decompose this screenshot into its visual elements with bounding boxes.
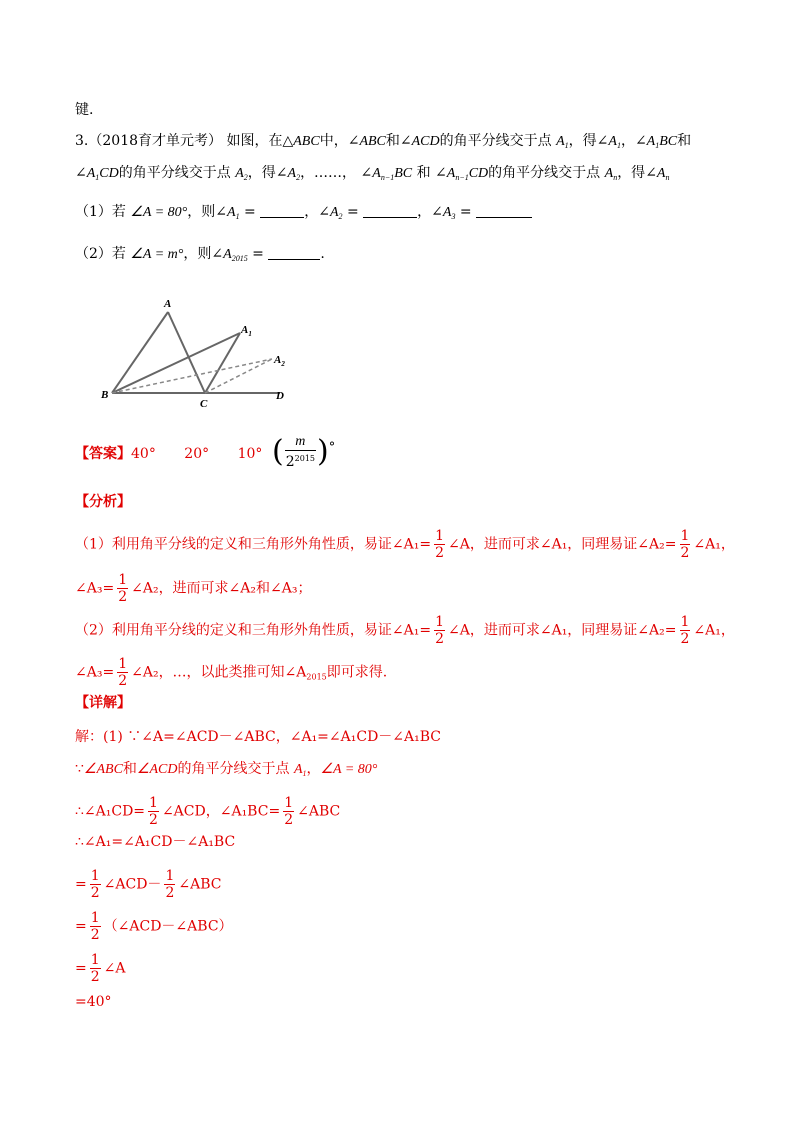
text: 的角平分线交于点 — [118, 165, 231, 181]
detail-line-3 — [75, 795, 340, 828]
text: ， — [306, 761, 321, 777]
problem-source: （2018育才单元考） — [88, 133, 223, 149]
text: ∴∠A₁CD= — [75, 803, 146, 820]
analysis-line-1 — [75, 528, 735, 561]
frac-num: 1 — [680, 614, 690, 630]
blank-3[interactable] — [476, 203, 532, 218]
detail-line-8: =40° — [75, 994, 112, 1010]
frac-den: 2 — [90, 927, 100, 943]
frac-num: 1 — [435, 528, 445, 544]
question-2: （2）若 ∠A = m°，则$\angle A_{2015}$ = . — [75, 246, 325, 263]
frac-den: 2 — [149, 812, 158, 828]
angle-acd: ∠ACD — [399, 133, 440, 149]
detail-line-6 — [75, 910, 233, 943]
condition: ∠A = 80° — [130, 205, 188, 220]
text: = — [75, 960, 87, 977]
text: ，得 — [617, 165, 646, 181]
blank-2[interactable] — [363, 203, 417, 218]
frac-num: 1 — [284, 795, 294, 811]
triangle-abc: △ABC — [282, 133, 320, 149]
text: . — [320, 246, 325, 262]
label-a1: $A_1$ — [241, 324, 252, 338]
analysis-line-2 — [75, 572, 311, 605]
text: 和 — [385, 133, 400, 149]
text: ，……， — [300, 165, 357, 181]
text: （1）若 — [75, 204, 126, 220]
frac-num: 1 — [680, 528, 690, 544]
analysis-label: 【分析】 — [75, 494, 131, 510]
angle-abc: ∠ABC — [347, 133, 386, 149]
detail-line-1: 解：(1) ∵∠A=∠ACD－∠ABC，∠A₁=∠A₁CD－∠A₁BC — [75, 729, 442, 745]
text: ，则 — [183, 246, 212, 262]
text: 和 — [416, 165, 431, 181]
segment-ba1 — [112, 333, 240, 393]
text: ∠A，进而可求∠A₁，同理易证∠A₂= — [448, 622, 677, 639]
label-c: C — [200, 398, 208, 410]
answer-4: ( $\frac{m}{2^{2015}}$ ) ° — [272, 434, 336, 470]
frac-den: 2 — [118, 589, 128, 605]
problem-line-1: 3.（2018育才单元考） 如图，在△ABC中，∠ABC和∠ACD的角平分线交于点 $A_1$，得$\angle A_1$，$\angle A_1BC$和 — [75, 133, 692, 150]
label-a: A — [164, 298, 172, 310]
text: ∠A₃= — [75, 664, 115, 681]
text: 即可求得. — [326, 664, 388, 681]
analysis-line-3 — [75, 614, 735, 647]
text: （2）若 — [75, 246, 126, 262]
text: （∠ACD－∠ABC） — [103, 918, 233, 935]
text: 和 — [122, 761, 137, 777]
geometry-figure — [95, 295, 295, 410]
question-1: （1）若 ∠A = 80°，则$\angle A_1$ = ，$\angle A_2$ = ，$\angle A_3$ = — [75, 202, 532, 227]
text: ∠ACD，∠A₁BC= — [161, 803, 281, 820]
answer-3: 10° — [237, 446, 263, 462]
detail-line-2: ∵∠ABC和∠ACD的角平分线交于点 $A_1$，∠A = 80° — [75, 761, 378, 778]
text: 中， — [319, 133, 348, 149]
point-a1: $A_1$ — [556, 134, 569, 150]
text: ∠ACD－ — [103, 876, 162, 893]
answer-2: 20° — [184, 446, 210, 462]
text: ∠A = 80° — [320, 762, 378, 777]
text: ∠A₁， — [693, 536, 735, 553]
frac-num: 1 — [118, 572, 128, 588]
text: （2）利用角平分线的定义和三角形外角性质，易证∠A₁= — [75, 622, 432, 639]
frac-den: 2 — [90, 885, 100, 901]
detail-line-5 — [75, 868, 221, 901]
answer-4-exp: 2015 — [294, 454, 315, 463]
answer-4-den: 2 — [285, 454, 295, 470]
text: ∵ — [75, 761, 84, 777]
text: ∠A₁， — [693, 622, 735, 639]
condition: ∠A = m° — [130, 247, 184, 262]
text: 的角平分线交于点 — [177, 761, 290, 777]
blank-1[interactable] — [260, 203, 304, 218]
problem-line-2: $\angle A_1CD$的角平分线交于点 $A_2$，得$\angle A_2$，……， $\angle A_{n-1}BC$ 和 $\angle A_{n-1}CD$的角平分线交于点 $A_n$，得$\angle A_n$ — [75, 165, 670, 182]
frac-den: 2 — [435, 545, 445, 561]
text: ， — [620, 133, 635, 149]
frac-den: 2 — [680, 545, 690, 561]
text: = — [75, 918, 87, 935]
answer-line — [75, 444, 262, 464]
label-a2: $A_2$ — [274, 354, 285, 368]
text: ∠A，进而可求∠A₁，同理易证∠A₂= — [448, 536, 677, 553]
answer-label: 【答案】 — [75, 446, 131, 462]
text: 的角平分线交于点 — [439, 133, 552, 149]
text: ∠ABC — [297, 803, 341, 820]
frac-num: 1 — [90, 868, 100, 884]
label-d: D — [276, 390, 284, 402]
answer-4-deg: ° — [328, 439, 336, 455]
detail-line-7 — [75, 952, 126, 985]
answer-1: 40° — [131, 446, 156, 462]
frac-den: 2 — [680, 631, 690, 647]
blank-4[interactable] — [268, 245, 320, 260]
frac-den: 2 — [165, 885, 175, 901]
text: ∠A₂，进而可求∠A₂和∠A₃； — [131, 580, 312, 597]
frac-num: 1 — [165, 868, 175, 884]
text: 2015 — [306, 672, 327, 682]
frac-den: 2 — [118, 673, 128, 689]
text: ∠ABC — [83, 762, 123, 777]
text: （1）利用角平分线的定义和三角形外角性质，易证∠A₁= — [75, 536, 432, 553]
answer-4-num: m — [295, 434, 306, 449]
text: ，得 — [568, 133, 597, 149]
text: ∠ABC — [178, 876, 222, 893]
detail-line-4: ∴∠A₁=∠A₁CD－∠A₁BC — [75, 834, 236, 850]
text: ∠A₂，…，以此类推可知∠A — [131, 664, 307, 681]
text: ∠ACD — [136, 762, 178, 777]
frac-num: 1 — [90, 910, 100, 926]
detail-label: 【详解】 — [75, 695, 131, 711]
text: ∠A₃= — [75, 580, 115, 597]
problem-number: 3 — [75, 133, 84, 149]
frac-num: 1 — [149, 795, 158, 811]
text: 和 — [677, 133, 692, 149]
frac-den: 2 — [435, 631, 445, 647]
text: 的角平分线交于点 — [488, 165, 601, 181]
frac-num: 1 — [90, 952, 100, 968]
frac-den: 2 — [284, 812, 294, 828]
top-fragment: 键. — [75, 102, 94, 118]
text: ，则 — [187, 204, 216, 220]
text: ∠A — [103, 960, 126, 977]
frac-num: 1 — [435, 614, 445, 630]
text: ，得 — [247, 165, 276, 181]
label-b: B — [101, 389, 109, 401]
text: = — [75, 876, 87, 893]
analysis-line-4 — [75, 656, 387, 689]
frac-num: 1 — [118, 656, 128, 672]
frac-den: 2 — [90, 969, 100, 985]
text: 如图，在 — [226, 133, 283, 149]
